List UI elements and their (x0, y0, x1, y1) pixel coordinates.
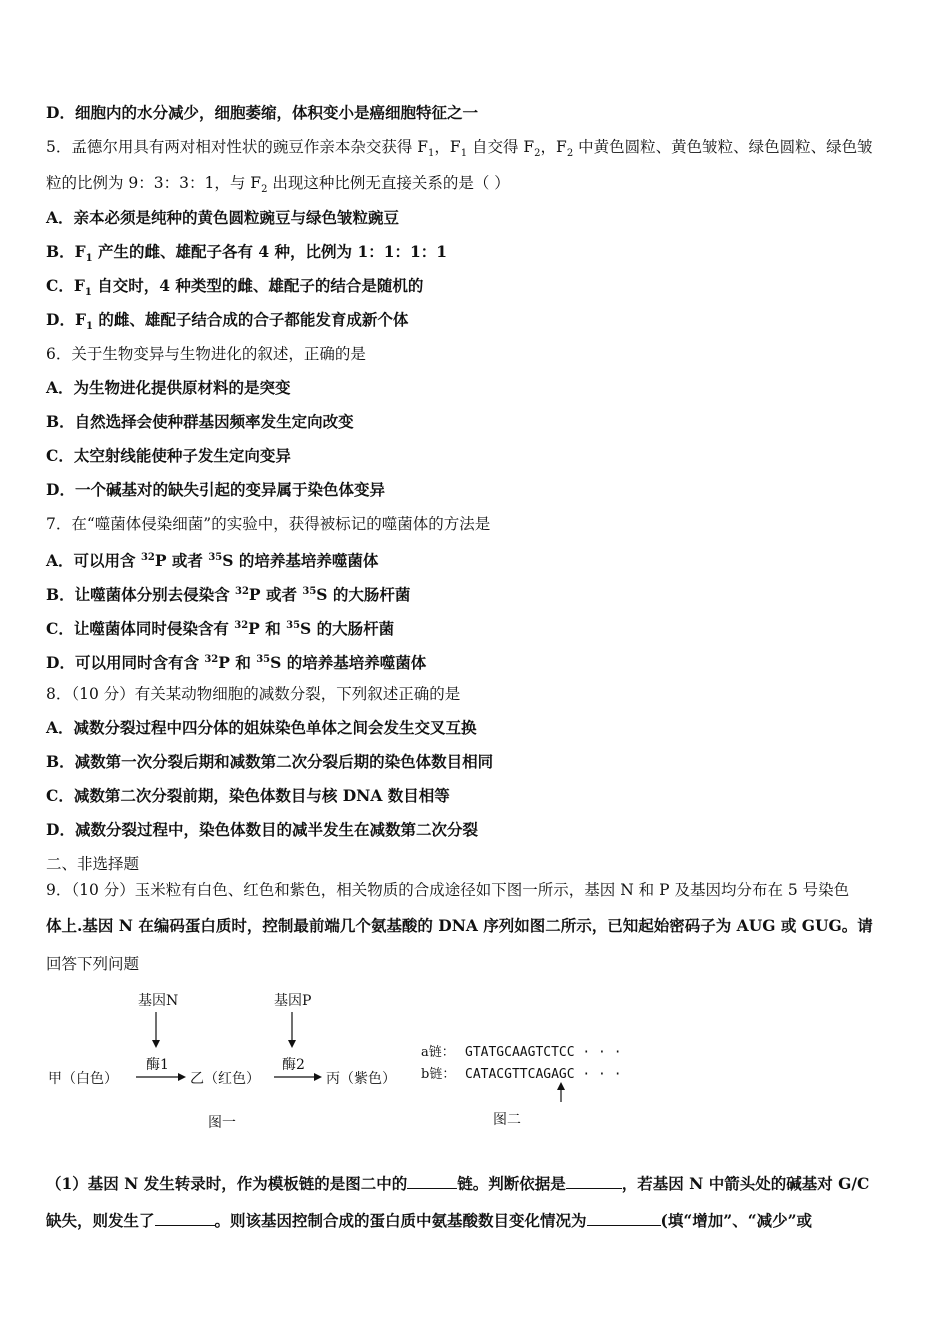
fig1-enzyme-2: 酶2 (282, 1057, 305, 1073)
fig1-substance-yi: 乙（红色） (190, 1071, 260, 1087)
answer-blank-strand[interactable] (407, 1172, 457, 1189)
q7-stem: 7．在“噬菌体侵染细菌”的实验中，获得被标记的噬菌体的方法是 (46, 515, 491, 533)
fig1-gene-p-label: 基因P (274, 993, 312, 1009)
figure-2-dna (415, 1030, 645, 1135)
answer-blank-amino-acid-change[interactable] (587, 1209, 661, 1226)
q7-option-c: C．让噬菌体同时侵染含有 $^{32}$P 和 $^{35}$S 的大肠杆菌 (46, 619, 395, 639)
fig2-mutation-arrowhead (557, 1082, 565, 1090)
q5-option-d: D．$F_1$ 的雌、雄配子结合成的合子都能发育成新个体 (46, 310, 409, 333)
fig2-b-strand-seq: CATACGTTCAGAGC · · · (465, 1067, 622, 1082)
figure-1-pathway (40, 985, 420, 1135)
fig2-caption: 图二 (493, 1112, 521, 1128)
q7-option-b: B．让噬菌体分别去侵染含 $^{32}$P 或者 $^{35}$S 的大肠杆菌 (46, 585, 411, 605)
fig1-caption: 图一 (208, 1115, 236, 1131)
answer-blank-mutation-type[interactable] (155, 1209, 215, 1226)
fig2-a-strand-seq: GTATGCAAGTCTCC · · · (465, 1045, 622, 1060)
answer-blank-reason[interactable] (566, 1172, 622, 1189)
q6-option-d: D．一个碱基对的缺失引起的变异属于染色体变异 (46, 480, 385, 499)
section-heading: 二、非选择题 (46, 855, 140, 873)
q8-option-b: B．减数第一次分裂后期和减数第二次分裂后期的染色体数目相同 (46, 752, 494, 771)
q8-option-a: A．减数分裂过程中四分体的姐妹染色单体之间会发生交叉互换 (46, 718, 477, 737)
q9-sub1-line1: （1）基因 N 发生转录时，作为模板链的是图二中的 链。判断依据是 ，若基因 N 中箭头处的碱基对 G/C (46, 1174, 870, 1193)
fig2-a-strand-label: a链： (421, 1045, 455, 1060)
fig1-gene-n-label: 基因N (138, 993, 179, 1009)
q6-option-b: B．自然选择会使种群基因频率发生定向改变 (46, 412, 354, 431)
q9-stem-line1: 9．（10 分）玉米粒有白色、红色和紫色，相关物质的合成途径如下图一所示，基因 N 和 P 及基因均分布在 5 号染色 (46, 881, 850, 899)
fig1-substance-bing: 丙（紫色） (326, 1071, 396, 1087)
q5-stem-line1: 5．孟德尔用具有两对相对性状的豌豆作亲本杂交获得 $F_1$，$F_1$ 自交得 $F_2$，$F_2$ 中黄色圆粒、黄色皱粒、绿色圆粒、绿色皱 (46, 138, 873, 160)
q5-stem-line2: 粒的比例为 9：3：3：1，与 $F_2$ 出现这种比例无直接关系的是（ ） (46, 174, 510, 196)
q5-option-b: B．$F_1$ 产生的雌、雄配子各有 4 种，比例为 1：1：1：1 (46, 242, 448, 265)
q9-sub1-line2: 缺失，则发生了 。则该基因控制合成的蛋白质中氨基酸数目变化情况为 (填“增加”、“减少”或 (46, 1211, 813, 1230)
fig2-b-strand-label: b链： (421, 1067, 456, 1082)
q4-option-d: D．细胞内的水分减少，细胞萎缩，体积变小是癌细胞特征之一 (46, 103, 478, 122)
q8-option-d: D．减数分裂过程中，染色体数目的减半发生在减数第二次分裂 (46, 820, 478, 839)
q6-stem: 6．关于生物变异与生物进化的叙述，正确的是 (46, 345, 366, 363)
fig1-arrowhead-gene-p (288, 1040, 296, 1048)
q9-stem-line2: 体上.基因 N 在编码蛋白质时，控制最前端几个氨基酸的 DNA 序列如图二所示，已知起始密码子为 AUG 或 GUG。请 (46, 916, 873, 935)
q5-option-c: C．$F_1$ 自交时，4 种类型的雌、雄配子的结合是随机的 (46, 276, 424, 299)
fig1-substance-jia: 甲（白色） (48, 1071, 118, 1087)
q9-stem-line3: 回答下列问题 (46, 955, 140, 973)
q6-option-a: A．为生物进化提供原材料的是突变 (46, 378, 291, 397)
q7-option-a: A．可以用含 $^{32}$P 或者 $^{35}$S 的培养基培养噬菌体 (46, 551, 379, 571)
q7-option-d: D．可以用同时含有含 $^{32}$P 和 $^{35}$S 的培养基培养噬菌体 (46, 653, 427, 673)
fig1-arrowhead-step-2 (314, 1073, 322, 1081)
fig1-enzyme-1: 酶1 (146, 1057, 169, 1073)
fig1-arrowhead-step-1 (178, 1073, 186, 1081)
q8-stem: 8．（10 分）有关某动物细胞的减数分裂，下列叙述正确的是 (46, 685, 461, 703)
q5-option-a: A．亲本必须是纯种的黄色圆粒豌豆与绿色皱粒豌豆 (46, 208, 400, 227)
q8-option-c: C．减数第二次分裂前期，染色体数目与核 DNA 数目相等 (46, 786, 450, 805)
q6-option-c: C．太空射线能使种子发生定向变异 (46, 446, 291, 465)
fig1-arrowhead-gene-n (152, 1040, 160, 1048)
